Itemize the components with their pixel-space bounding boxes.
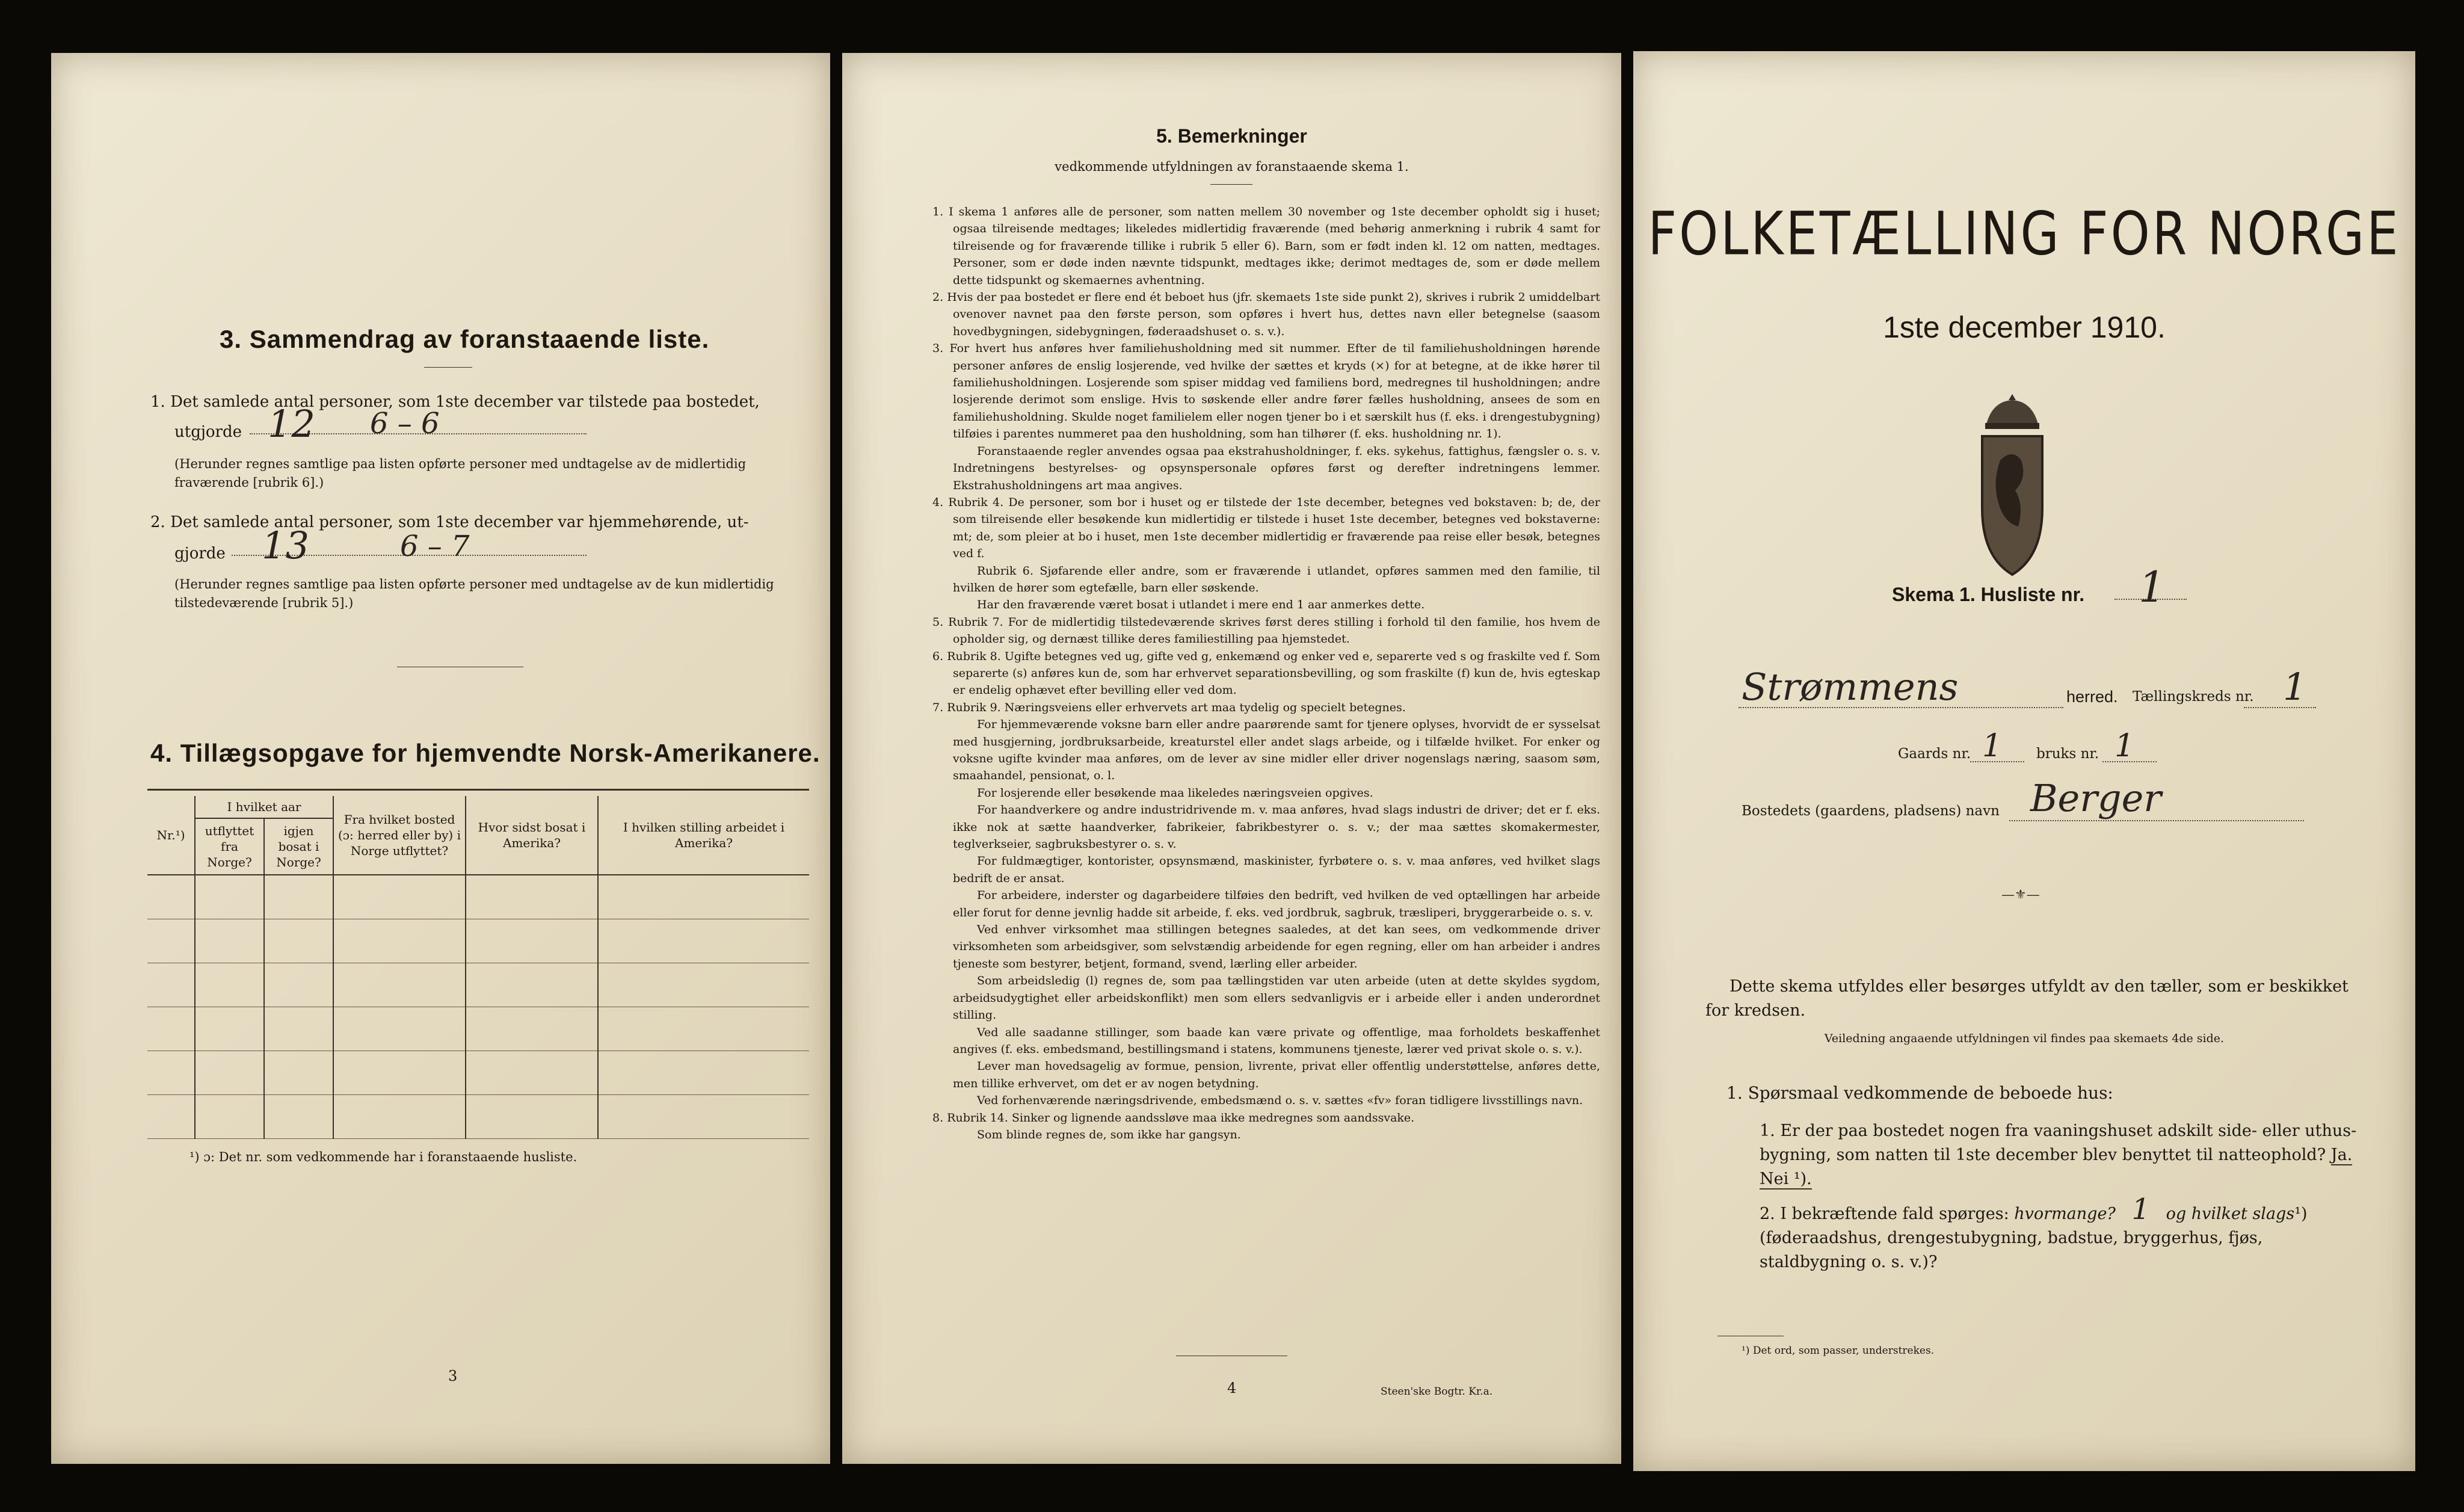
question-1-text: 1. Er der paa bostedet nogen fra vaaningshuset adskilt side- eller uthus-bygning, som natten til 1ste december blev benyttet til natteophold? — [1760, 1122, 2357, 1164]
middle-page — [842, 53, 1621, 1464]
remark-paragraph: Ved alle saadanne stillinger, som baade kan være private og offentlige, maa forholdets beskaffenhet angives (f. eks. embedsmand, bestillingsmand i statens, kommunens tjeneste, lærer ved privat skole o. s. v.). — [953, 1025, 1600, 1056]
question-1-answer: Ja. Nei ¹). — [1760, 1146, 2353, 1188]
skema-label: Skema 1. Husliste nr. — [1892, 584, 2085, 605]
remark-paragraph: For haandverkere og andre industridrivende m. v. maa anføres, hvad slags industri de driver; det er f. eks. ikke nok at sætte haandverker, fabrikeier, fabrikbestyrer o. s. v.; der maa sættes skomakermester, teglverkseier, sagbruksbestyrer o. s. v. — [953, 803, 1600, 851]
remark-paragraph: 1. I skema 1 anføres alle de personer, som natten mellem 30 november og 1ste december opholdt sig i huset; ogsaa tilreisende medtages; likeledes midlertidig fraværende (med behørig anmerkning i rubrik 4 samt for tilreisende og for fraværende tillike i rubrik 5 eller 6). Barn, som er født inden kl. 12 om natten, medtages. Personer, som er døde inden nævnte tidspunkt, medtages ikke; derimot medtages de, som er døde mellem dette tidspunkt og skemaernes avhentning. — [932, 205, 1600, 287]
remark-paragraph: 8. Rubrik 14. Sinker og lignende aandssløve maa ikke medregnes som aandssvake. — [932, 1111, 1415, 1125]
table-row — [147, 919, 809, 963]
question-1 — [1760, 1119, 2361, 1191]
table-row — [147, 963, 809, 1007]
divider — [1210, 184, 1252, 185]
item1-label: utgjorde — [174, 423, 242, 441]
remark-paragraph: 3. For hvert hus anføres hver familiehusholdning med sit nummer. Efter de til familiehusholdningen hørende personer anføres de enslig losjerende, ved hvilke der sættes et kryds (×) for at betegne, at de ikke hører til familiehusholdningen. Losjerende som spiser middag ved familiens bord, medregnes til husholdningen; andre losjerende derimot som enslige. Hvis to søskende eller andre fører fælles husholdning, ansees de som en familiehusholdning. Skulde noget familielem eller nogen tjener bo i et særskilt hus (f. eks. i drengestubygning) tilføies i parentes nummeret paa den husholdning, som han tilhører (f. eks. husholdning nr. 1). — [932, 342, 1600, 441]
bruk-label: bruks nr. — [2036, 746, 2099, 762]
remark-paragraph: Som blinde regnes de, som ikke har gangsyn. — [977, 1128, 1241, 1141]
table-row — [147, 1051, 809, 1095]
remark-paragraph: Som arbeidsledig (l) regnes de, som paa tællingstiden var uten arbeide (uten at dette skyldes sygdom, arbeidsudygtighet eller arbeidskonflikt) men som ellers sedvanligvis er i arbeide eller i anden underordnet stilling. — [953, 974, 1600, 1022]
main-title: FOLKETÆLLING FOR NORGE — [1648, 199, 2401, 269]
right-page — [1633, 51, 2415, 1471]
col-nr: Nr.¹) — [147, 796, 195, 875]
remark-paragraph: Ved enhver virksomhet maa stillingen betegnes saaledes, at det kan sees, om vedkommende driver virksomheten som arbeidsgiver, som selvstændig arbeidende for egen regning, eller om han arbeider i andres tjeneste som bestyrer, betjent, formand, svend, lærling eller arbeider. — [953, 923, 1600, 970]
bosted-line — [2009, 820, 2304, 821]
remark-paragraph: 2. Hvis der paa bostedet er flere end ét beboet hus (jfr. skemaets 1ste side punkt 2), skrives i rubrik 2 umiddelbart ovenover navnet paa den første person, som opføres i hvert hus, dettes navn eller betegnelse (saasom hovedbygningen, sidebygningen, føderaadshuset o. s. v.). — [932, 291, 1600, 338]
question-2-value: 1 — [2131, 1193, 2151, 1226]
remark-paragraph: Foranstaaende regler anvendes ogsaa paa ekstrahusholdninger, f. eks. sykehus, fattighus, fængsler o. s. v. Indretningens bestyrelses- og opsynspersonale opføres først og derefter indretningens lemmer. Ekstrahusholdningens art maa angives. — [953, 444, 1600, 492]
census-date: 1ste december 1910. — [1883, 310, 2166, 344]
item2-value2: 6 – 7 — [400, 529, 470, 563]
remark-paragraph: For losjerende eller besøkende maa likeledes næringsveien opgives. — [977, 786, 1373, 800]
gaard-value: 1 — [1982, 728, 2003, 764]
tillaegsopgave-table — [147, 796, 809, 1139]
kreds-value: 1 — [2283, 665, 2307, 709]
col-igjen: igjen bosat i Norge? — [264, 818, 333, 875]
question-2-rest: ¹) (føderaadshus, drengestubygning, badstue, bryggerhus, fjøs, staldbygning o. s. v.)? — [1760, 1205, 2308, 1271]
instruction-note: Veiledning angaaende utfyldningen vil findes paa skemaets 4de side. — [1824, 1032, 2225, 1045]
col-stilling: I hvilken stilling arbeidet i Amerika? — [598, 796, 809, 875]
bosted-label: Bostedets (gaardens, pladsens) navn — [1742, 803, 2000, 819]
question-2-prefix: 2. I bekræftende fald spørges: — [1760, 1205, 2009, 1223]
page-number: 3 — [448, 1368, 458, 1384]
item2-note: (Herunder regnes samtlige paa listen opførte personer med undtagelse av de kun midlertidig tilstedeværende [rubrik 5].) — [174, 577, 774, 610]
question-2 — [1760, 1193, 2361, 1274]
table-footnote: ¹) ɔ: Det nr. som vedkommende har i foranstaaende husliste. — [189, 1150, 578, 1164]
question-2-hvormange: hvormange? — [2014, 1205, 2116, 1223]
coat-of-arms-icon — [1973, 388, 2051, 587]
remark-paragraph: 5. Rubrik 7. For de midlertidig tilstedeværende skrives først deres stilling i forhold til den familie, hos hvem de opholder sig, og dernæst tillike deres familiestilling paa hjemstedet. — [932, 615, 1600, 646]
question-2-hvilket: og hvilket slags — [2166, 1205, 2295, 1223]
section4-title: 4. Tillægsopgave for hjemvendte Norsk-Amerikanere. — [150, 739, 821, 767]
table-row — [147, 875, 809, 919]
item1-note: (Herunder regnes samtlige paa listen opførte personer med undtagelse av de midlertidig fraværende [rubrik 6].) — [174, 457, 747, 490]
bruk-value: 1 — [2114, 728, 2135, 764]
remark-paragraph: Rubrik 6. Sjøfarende eller andre, som er fraværende i utlandet, opføres sammen med den familie, til hvilken de hører som egtefælle, barn eller søskende. — [953, 564, 1600, 594]
col-group: I hvilket aar — [195, 796, 333, 818]
bosted-value: Berger — [2030, 776, 2161, 820]
item2-text: 2. Det samlede antal personer, som 1ste december var hjemmehørende, ut- — [150, 513, 749, 531]
questions-heading: 1. Spørsmaal vedkommende de beboede hus: — [1726, 1083, 2113, 1103]
section3-title: 3. Sammendrag av foranstaaende liste. — [220, 325, 710, 353]
ornament-icon: —⚜— — [2001, 887, 2040, 903]
remarks-body — [932, 203, 1600, 1143]
remark-paragraph: For hjemmeværende voksne barn eller andre paarørende samt for tjenere oplyses, hvorvidt de er sysselsat med husgjerning, jordbruksarbeide, kreaturstel eller andet slags arbeide, og i tilfælde hvilket. For enker og voksne ugifte kvinder maa anføres, om de lever av sine midler eller driver nogenslags næring, saasom søm, smaahandel, pensionat, o. l. — [953, 718, 1600, 783]
remark-paragraph: 6. Rubrik 8. Ugifte betegnes ved ug, gifte ved g, enkemænd og enker ved e, separerte ved s og fraskilte ved f. Som separerte (s) anføres kun de, som har erhvervet separationsbevilling, og som fraskilte (f) kun de, hvis egteskap er endelig ophævet efter bevilling eller ved dom. — [932, 649, 1600, 697]
table-header-row — [147, 796, 809, 818]
table-row — [147, 1095, 809, 1139]
table-row — [147, 1007, 809, 1051]
item1-value: 12 — [268, 402, 315, 446]
remark-paragraph: Lever man hovedsagelig av formue, pension, livrente, privat eller offentlig understøttelse, anføres dette, men tillike erhvervet, om det er av nogen betydning. — [953, 1060, 1600, 1090]
printer-mark: Steen'ske Bogtr. Kr.a. — [1381, 1386, 1493, 1398]
gaard-label: Gaards nr. — [1898, 746, 1971, 762]
remark-paragraph: For fuldmægtiger, kontorister, opsynsmænd, maskinister, fyrbøtere o. s. v. maa anføres, ved hvilket slags bedrift de er ansat. — [953, 854, 1600, 885]
remark-paragraph: For arbeidere, inderster og dagarbeidere tilføies den bedrift, ved hvilken de ved optællingen har arbeide eller forut for denne jevnlig hadde sit arbeide, f. eks. ved jordbruk, sagbruk, træsliperi, bryggerarbeide o. s. v. — [953, 889, 1600, 919]
remark-paragraph: Har den fraværende været bosat i utlandet i mere end 1 aar anmerkes dette. — [977, 598, 1425, 612]
item2-label: gjorde — [174, 545, 226, 563]
kreds-label: Tællingskreds nr. — [2133, 689, 2254, 705]
herred-value: Strømmens — [1742, 665, 1959, 709]
left-page — [51, 53, 830, 1464]
remarks-title: 5. Bemerkninger — [1156, 125, 1307, 147]
item1-text: 1. Det samlede antal personer, som 1ste december var tilstede paa bostedet, — [150, 393, 760, 411]
page-number: 4 — [1227, 1380, 1237, 1396]
table-top-rule — [147, 789, 809, 791]
herred-label: herred. — [2066, 688, 2118, 706]
item2-value: 13 — [262, 523, 309, 567]
remark-paragraph: 7. Rubrik 9. Næringsveiens eller erhvervets art maa tydelig og specielt betegnes. — [932, 700, 1406, 714]
col-utflyttet: utflyttet fra Norge? — [195, 818, 264, 875]
item1-value2: 6 – 6 — [370, 407, 440, 440]
col-fra: Fra hvilket bosted (ɔ: herred eller by) i Norge utflyttet? — [333, 796, 466, 875]
col-hvor: Hvor sidst bosat i Amerika? — [466, 796, 598, 875]
remark-paragraph: Ved forhenværende næringsdrivende, embedsmænd o. s. v. sættes «fv» foran tidligere livsstillings navn. — [977, 1094, 1583, 1108]
instruction-text: Dette skema utfyldes eller besørges utfyldt av den tæller, som er beskikket for kredsen. — [1705, 977, 2348, 1020]
right-footnote: ¹) Det ord, som passer, understrekes. — [1742, 1345, 1935, 1357]
skema-value: 1 — [2139, 563, 2166, 612]
divider — [424, 367, 472, 368]
remark-paragraph: 4. Rubrik 4. De personer, som bor i huset og er tilstede der 1ste december, betegnes ved bokstaven: b; de, der som tilreisende eller besøkende kun midlertidig er tilstede i huset 1ste december, betegnes ved bokstaverne: mt; de, som pleier at bo i huset, men 1ste december midlertidig er fraværende paa reise eller besøk, betegnes ved f. — [932, 495, 1600, 561]
remarks-subtitle: vedkommende utfyldningen av foranstaaende skema 1. — [1055, 159, 1409, 174]
